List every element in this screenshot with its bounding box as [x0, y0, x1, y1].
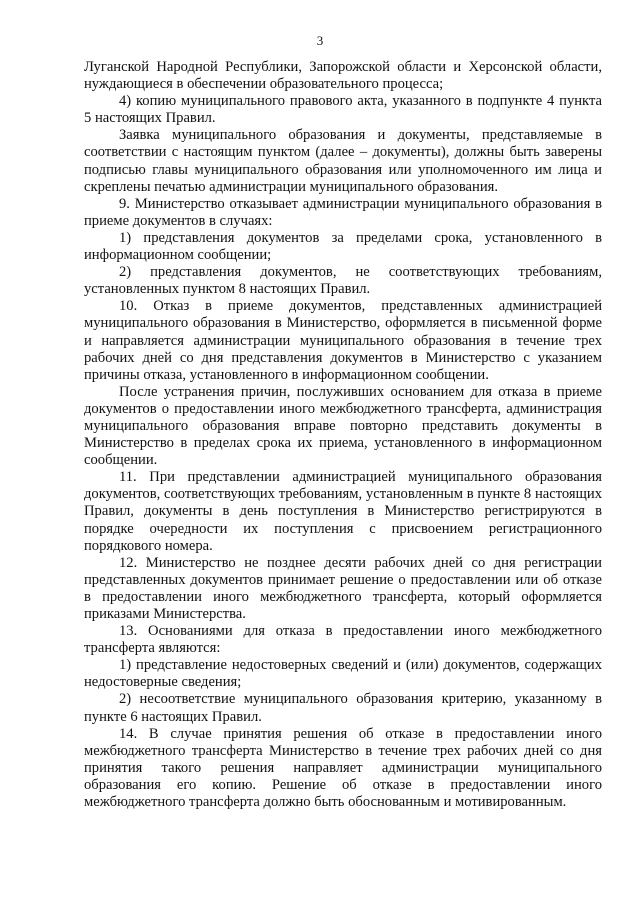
document-body — [84, 59, 602, 811]
paragraph-clause-13-item-2: 2) несоответствие муниципального образования критерию, указанному в пункте 6 настоящих Правил. — [84, 691, 602, 725]
paragraph-continuation: Луганской Народной Республики, Запорожской области и Херсонской области, нуждающиеся в обеспечении образовательного процесса; — [84, 59, 602, 93]
paragraph-resubmission: После устранения причин, послуживших основанием для отказа в приеме документов о предоставлении иного межбюджетного трансферта, администрация муниципального образования вправе повторно представить документы в Министерство в пределах срока их приема, установленного в информационном сообщении. — [84, 383, 602, 469]
paragraph-clause-9-item-1: 1) представления документов за пределами срока, установленного в информационном сообщении; — [84, 229, 602, 264]
paragraph-clause-11: 11. При представлении администрацией муниципального образования документов, соответствующих требованиям, установленным в пункте 8 настоящих Правил, документы в день поступления в Министерство регистрируются в порядке очередности их поступления с присвоением регистрационного порядкового номера. — [84, 469, 602, 554]
paragraph-clause-14: 14. В случае принятия решения об отказе в предоставлении иного межбюджетного трансферта Министерство в течение трех рабочих дней со дня принятия такого решения направляет администрации муниципального образования его копию. Решение об отказе в предоставлении иного межбюджетного трансферта должно быть обоснованным и мотивированным. — [84, 725, 602, 811]
paragraph-clause-13: 13. Основаниями для отказа в предоставлении иного межбюджетного трансферта являются: — [84, 623, 602, 657]
paragraph-clause-9-item-2: 2) представления документов, не соответствующих требованиям, установленных пунктом 8 настоящих Правил. — [84, 264, 602, 298]
paragraph-clause-10: 10. Отказ в приеме документов, представленных администрацией муниципального образования в Министерство, оформляется в письменной форме и направляется администрации муниципального образования в течение трех рабочих дней со дня представления документов в Министерство с указанием причины отказа, установленного в информационном сообщении. — [84, 298, 602, 383]
page-number: 3 — [316, 33, 324, 48]
paragraph-clause-13-item-1: 1) представление недостоверных сведений и (или) документов, содержащих недостоверные сведения; — [84, 657, 602, 691]
paragraph-clause-12: 12. Министерство не позднее десяти рабочих дней со дня регистрации представленных документов принимает решение о предоставлении или об отказе в предоставлении иного межбюджетного трансферта, который оформляется приказами Министерства. — [84, 554, 602, 622]
paragraph-item-4: 4) копию муниципального правового акта, указанного в подпункте 4 пункта 5 настоящих Правил. — [84, 93, 602, 127]
paragraph-clause-9: 9. Министерство отказывает администрации муниципального образования в приеме документов в случаях: — [84, 195, 602, 229]
paragraph-application-certification: Заявка муниципального образования и документы, представляемые в соответствии с настоящим пунктом (далее – документы), должны быть заверены подписью главы муниципального образования или уполномоченного им лица и скреплены печатью администрации муниципального образования. — [84, 127, 602, 195]
